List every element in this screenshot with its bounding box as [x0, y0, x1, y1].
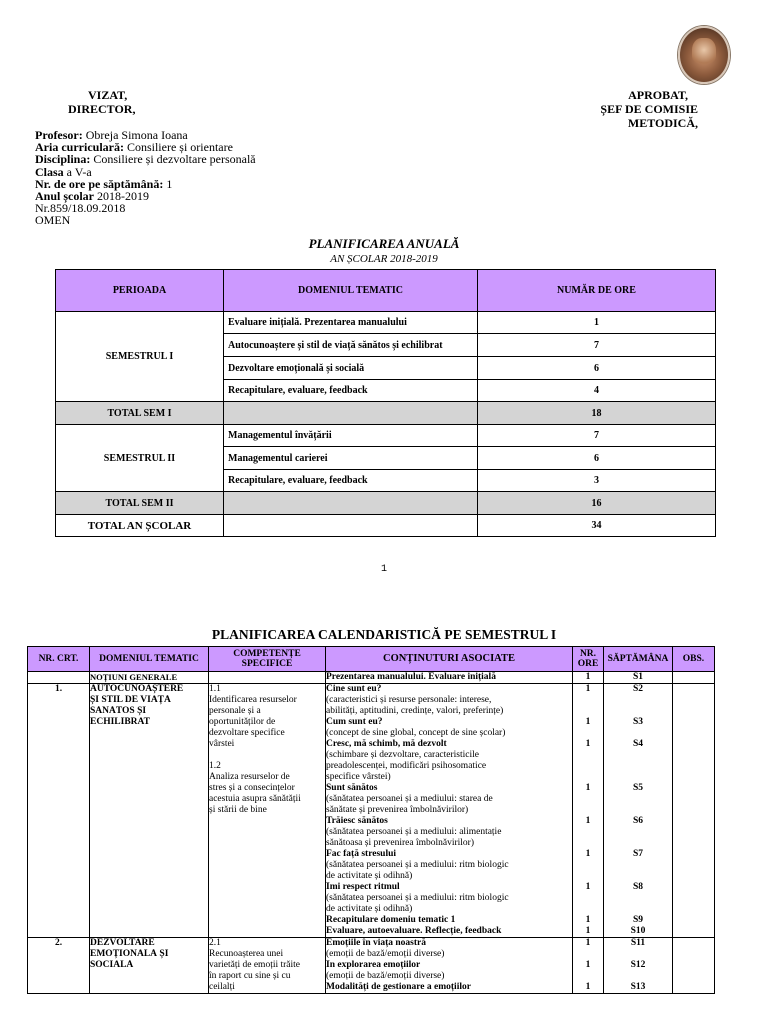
- lesson-detail: preadolescenței, modificări psihosomatice: [326, 761, 487, 771]
- lesson-week: S3: [632, 717, 644, 727]
- competence-line: Recunoașterea unei: [209, 949, 284, 959]
- lesson-hours: 1: [585, 926, 591, 936]
- table-cell: 7: [478, 425, 716, 447]
- col-nr-crt: NR. CRT.: [28, 647, 90, 672]
- row2-content: [326, 938, 573, 994]
- intro-week: S1: [604, 672, 673, 684]
- lesson-hours: 1: [585, 783, 591, 793]
- competence-line: Analiza resurselor de: [209, 772, 290, 782]
- col-domeniul: DOMENIUL TEMATIC: [224, 270, 478, 312]
- lesson-hours: 1: [585, 717, 591, 727]
- competence-line: [209, 750, 325, 761]
- total-sem1-label: TOTAL SEM I: [56, 402, 224, 425]
- row1-hours: [573, 684, 604, 938]
- lesson-hours: [573, 860, 603, 871]
- meta-clasa: Clasa a V-a: [35, 164, 92, 179]
- lesson-hours: 1: [585, 684, 591, 694]
- table-cell: 6: [478, 357, 716, 380]
- row1-content: [326, 684, 573, 938]
- competence-line: 1.1: [209, 684, 221, 694]
- lesson-week: S2: [632, 684, 644, 694]
- competence-line: în raport cu sine și cu: [209, 971, 291, 981]
- lesson-hours: 1: [585, 915, 591, 925]
- lesson-week: [604, 871, 672, 882]
- row1-nr: 1.: [28, 684, 90, 938]
- lesson-hours: [573, 871, 603, 882]
- lesson-week: [604, 860, 672, 871]
- lesson-detail: de activitate și odihnă): [326, 904, 413, 914]
- intro-content: Prezentarea manualului. Evaluare inițială: [326, 672, 573, 684]
- table-cell: Evaluare inițială. Prezentarea manualului: [224, 312, 478, 334]
- domain-line: SOCIALĂ: [90, 960, 134, 970]
- lesson-week: S7: [632, 849, 644, 859]
- row2-competences: [209, 938, 326, 994]
- lesson-detail: (sănătatea persoanei și a mediului: ritm biologic: [326, 860, 509, 870]
- lesson-week: [604, 838, 672, 849]
- lesson-title: Emoțiile în viața noastră: [326, 938, 427, 948]
- meta-ore: Nr. de ore pe săptămână: 1: [35, 176, 173, 191]
- competence-line: 2.1: [209, 938, 221, 948]
- lesson-hours: 1: [585, 816, 591, 826]
- meta-omen: OMEN: [35, 213, 71, 228]
- lesson-week: [604, 805, 672, 816]
- lesson-detail: (concept de sine global, concept de sine școlar): [326, 728, 506, 738]
- lesson-title: Cresc, mă schimb, mă dezvolt: [326, 739, 447, 749]
- table-cell: [209, 672, 326, 684]
- competence-line: varietăți de emoții trăite: [209, 960, 301, 970]
- lesson-week: S8: [632, 882, 644, 892]
- meta-aria: Aria curriculară: Consiliere și orientare: [35, 140, 233, 155]
- row1-competences: [209, 684, 326, 938]
- table-cell: [224, 515, 478, 537]
- lesson-detail: sănătoasa și prevenirea îmbolnăvirilor): [326, 838, 474, 848]
- lesson-title: Cum sunt eu?: [326, 717, 383, 727]
- lesson-week: S5: [632, 783, 644, 793]
- lesson-detail: (emoții de bază/emoții diverse): [326, 971, 445, 981]
- competence-line: ceilalți: [209, 982, 235, 992]
- table-cell: Autocunoaștere și stil de viață sănătos și echilibrat: [224, 334, 478, 357]
- lesson-hours: [573, 695, 603, 706]
- domain-line: AUTOCUNOAȘTERE: [90, 684, 184, 694]
- lesson-week: [604, 728, 672, 739]
- table-cell: [28, 672, 90, 684]
- lesson-title: Trăiesc sănătos: [326, 816, 388, 826]
- lesson-week: [604, 949, 672, 960]
- lesson-week: [604, 695, 672, 706]
- table-cell: [224, 492, 478, 515]
- lesson-detail: abilități, aptitudini, credințe, valori, preferințe): [326, 706, 504, 716]
- lesson-hours: [573, 728, 603, 739]
- lesson-title: Recapitulare domeniu tematic 1: [326, 915, 456, 925]
- competence-line: și stării de bine: [209, 805, 267, 815]
- lesson-hours: [573, 838, 603, 849]
- competence-line: Identificarea resurselor: [209, 695, 297, 705]
- lesson-week: [604, 772, 672, 783]
- sem1-label: SEMESTRUL I: [56, 312, 224, 402]
- domain-line: ȘI STIL DE VIAȚĂ: [90, 695, 171, 705]
- table-cell: 7: [478, 334, 716, 357]
- lesson-hours: [573, 706, 603, 717]
- meta-disciplina: Disciplina: Consiliere și dezvoltare personală: [35, 152, 256, 167]
- lesson-week: [604, 827, 672, 838]
- calendar-table: [27, 646, 715, 994]
- table-cell: Recapitulare, evaluare, feedback: [224, 470, 478, 492]
- lesson-week: [604, 750, 672, 761]
- table-cell: Managementul învățării: [224, 425, 478, 447]
- lesson-hours: [573, 893, 603, 904]
- lesson-hours: 1: [585, 882, 591, 892]
- table-cell: [224, 402, 478, 425]
- annual-subtitle: AN ȘCOLAR 2018-2019: [330, 253, 438, 265]
- row2-weeks: [604, 938, 673, 994]
- domain-line: DEZVOLTARE: [90, 938, 155, 948]
- col-continuturi: CONȚINUTURI ASOCIATE: [326, 647, 573, 672]
- lesson-hours: [573, 904, 603, 915]
- domain-line: SĂNĂTOS ȘI: [90, 706, 147, 716]
- lesson-week: S11: [630, 938, 646, 948]
- lesson-hours: 1: [585, 849, 591, 859]
- intro-domain: NOȚIUNI GENERALE: [90, 672, 209, 684]
- lesson-detail: (sănătatea persoanei și a mediului: ritm biologic: [326, 893, 509, 903]
- lesson-detail: (emoții de bază/emoții diverse): [326, 949, 445, 959]
- lesson-title: Fac față stresului: [326, 849, 397, 859]
- lesson-hours: [573, 761, 603, 772]
- table-cell: 3: [478, 470, 716, 492]
- teacher-info: [35, 129, 256, 227]
- col-numar-ore: NUMĂR DE ORE: [478, 270, 716, 312]
- lesson-week: [604, 904, 672, 915]
- domain-line: EMOȚIONALĂ ȘI: [90, 949, 169, 959]
- lesson-hours: [573, 805, 603, 816]
- row2-hours: [573, 938, 604, 994]
- lesson-week: S13: [630, 982, 646, 992]
- aprobat-block: [534, 88, 698, 130]
- lesson-hours: [573, 971, 603, 982]
- lesson-detail: sănătate și prevenirea îmbolnăvirilor): [326, 805, 469, 815]
- annual-table: [55, 269, 716, 537]
- lesson-detail: (caracteristici și resurse personale: interese,: [326, 695, 492, 705]
- lesson-title: Îmi respect ritmul: [326, 882, 400, 892]
- competence-line: stres și a consecințelor: [209, 783, 295, 793]
- lesson-title: În explorarea emoțiilor: [326, 960, 421, 970]
- lesson-title: Modalități de gestionare a emoțiilor: [326, 982, 471, 992]
- lesson-hours: [573, 772, 603, 783]
- lesson-detail: de activitate și odihnă): [326, 871, 413, 881]
- col-nr-ore: NR. ORE: [573, 647, 604, 672]
- domain-line: ECHILIBRAT: [90, 717, 151, 727]
- lesson-week: S9: [632, 915, 644, 925]
- aprobat-line: APROBAT,: [628, 88, 688, 102]
- page-number: 1: [381, 564, 388, 575]
- lesson-hours: [573, 794, 603, 805]
- total-sem2-value: 16: [478, 492, 716, 515]
- table-cell: [673, 684, 715, 938]
- meta-profesor: Profesor: Obreja Simona Ioana: [35, 128, 188, 142]
- col-competente: COMPETENȚE SPECIFICE: [209, 647, 326, 672]
- lesson-detail: (sănătatea persoanei și a mediului: alimentație: [326, 827, 502, 837]
- table-cell: [673, 938, 715, 994]
- table-cell: [673, 672, 715, 684]
- lesson-title: Evaluare, autoevaluare. Reflecție, feedback: [326, 926, 502, 936]
- lesson-hours: [573, 827, 603, 838]
- col-saptamana: SĂPTĂMÂNA: [604, 647, 673, 672]
- table-cell: 4: [478, 380, 716, 402]
- meta-nr: Nr.859/18.09.2018: [35, 201, 126, 216]
- lesson-week: [604, 794, 672, 805]
- competence-line: acestuia asupra sănătății: [209, 794, 301, 804]
- intro-hours: 1: [573, 672, 604, 684]
- table-cell: 1: [478, 312, 716, 334]
- annual-title: PLANIFICAREA ANUALĂ: [308, 236, 460, 251]
- total-sem1-value: 18: [478, 402, 716, 425]
- lesson-hours: 1: [585, 982, 591, 992]
- lesson-hours: 1: [585, 960, 591, 970]
- lesson-hours: 1: [585, 739, 591, 749]
- competence-line: 1.2: [209, 761, 221, 771]
- table-cell: Managementul carierei: [224, 447, 478, 470]
- lesson-week: S12: [630, 960, 646, 970]
- table-cell: 6: [478, 447, 716, 470]
- total-year-value: 34: [478, 515, 716, 537]
- row1-domain: [90, 684, 209, 938]
- lesson-title: Cine sunt eu?: [326, 684, 382, 694]
- row2-nr: 2.: [28, 938, 90, 994]
- competence-line: personale și a: [209, 706, 261, 716]
- lesson-week: [604, 706, 672, 717]
- lesson-week: S10: [630, 926, 646, 936]
- col-obs: OBS.: [673, 647, 715, 672]
- total-sem2-label: TOTAL SEM II: [56, 492, 224, 515]
- col-perioada: PERIOADA: [56, 270, 224, 312]
- lesson-week: S6: [632, 816, 644, 826]
- row2-domain: [90, 938, 209, 994]
- sef-comisie-line: ȘEF DE COMISIE METODICĂ,: [600, 102, 698, 130]
- total-year-label: TOTAL AN ȘCOLAR: [56, 515, 224, 537]
- lesson-week: S4: [632, 739, 644, 749]
- lesson-week: [604, 761, 672, 772]
- col-domeniul-tematic: DOMENIUL TEMATIC: [90, 647, 209, 672]
- lesson-week: [604, 971, 672, 982]
- vizat-block: [68, 88, 136, 116]
- meta-an: Anul școlar 2018-2019: [35, 189, 150, 204]
- row1-weeks: [604, 684, 673, 938]
- lesson-hours: 1: [585, 938, 591, 948]
- competence-line: dezvoltare specifice: [209, 728, 285, 738]
- calendar-title: PLANIFICAREA CALENDARISTICĂ PE SEMESTRUL I: [211, 627, 557, 642]
- lesson-detail: specifice vârstei): [326, 772, 391, 782]
- competence-line: vârstei: [209, 739, 235, 749]
- lesson-hours: [573, 750, 603, 761]
- lesson-detail: (sănătatea persoanei și a mediului: starea de: [326, 794, 493, 804]
- lesson-title: Sunt sănătos: [326, 783, 378, 793]
- vizat-line: VIZAT,: [88, 88, 128, 102]
- sem2-label: SEMESTRUL II: [56, 425, 224, 492]
- table-cell: Dezvoltare emoțională și socială: [224, 357, 478, 380]
- lesson-detail: (schimbare și dezvoltare, caracteristicile: [326, 750, 479, 760]
- school-seal: [678, 26, 730, 84]
- lesson-hours: [573, 949, 603, 960]
- table-cell: Recapitulare, evaluare, feedback: [224, 380, 478, 402]
- lesson-week: [604, 893, 672, 904]
- competence-line: oportunităților de: [209, 717, 276, 727]
- director-line: DIRECTOR,: [68, 102, 136, 116]
